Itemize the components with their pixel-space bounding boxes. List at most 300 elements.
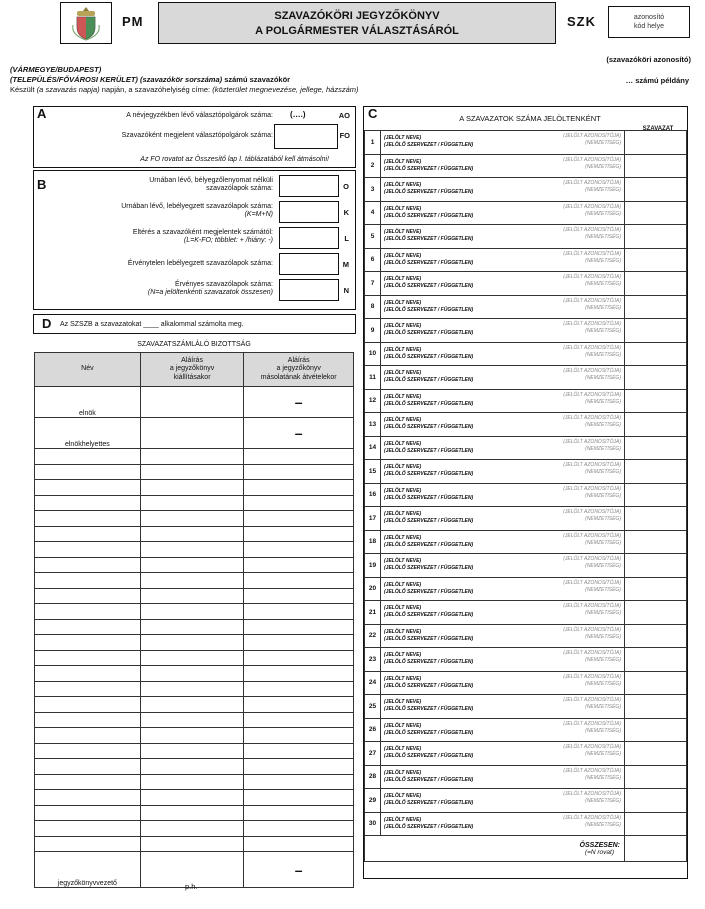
candidate-name: (JELÖLT NEVE) (384, 417, 422, 424)
candidate-nationality: (NEMZETISÉG) (585, 492, 621, 499)
candidate-number: 9 (365, 319, 381, 343)
candidate-org: (JELÖLŐ SZERVEZET / FÜGGETLEN) (384, 612, 474, 619)
candidate-org: (JELÖLŐ SZERVEZET / FÜGGETLEN) (384, 729, 474, 736)
candidate-votes-field[interactable] (625, 413, 687, 437)
signature-copy-cell[interactable] (244, 836, 354, 852)
candidate-id: (JELÖLT AZONOSÍTÓJA) (563, 744, 621, 750)
candidate-row (365, 648, 687, 672)
signature-copy-cell[interactable] (244, 387, 354, 418)
committee-row (35, 557, 354, 573)
candidate-votes-field[interactable] (625, 765, 687, 789)
candidate-votes-field[interactable] (625, 789, 687, 813)
candidate-row (365, 530, 687, 554)
committee-name-cell[interactable] (35, 604, 141, 620)
candidate-votes-field[interactable] (625, 742, 687, 766)
signature-copy-cell[interactable] (244, 728, 354, 744)
signature-copy-cell[interactable] (244, 418, 354, 449)
candidate-info (381, 436, 625, 460)
candidate-votes-field[interactable] (625, 530, 687, 554)
candidate-votes-field[interactable] (625, 366, 687, 390)
signature-copy-cell[interactable] (244, 588, 354, 604)
signature-issue-cell[interactable] (140, 449, 244, 465)
fo-note: Az FO rovatot az Összesítő lap I. táblázatából kell átmásolni! (140, 156, 329, 163)
difference-field[interactable] (279, 227, 339, 249)
candidate-name: (JELÖLT NEVE) (384, 605, 422, 612)
candidate-name: (JELÖLT NEVE) (384, 158, 422, 165)
appeared-voters-field[interactable] (274, 124, 338, 149)
candidate-votes-field[interactable] (625, 460, 687, 484)
candidate-name: (JELÖLT NEVE) (384, 699, 422, 706)
candidate-votes-field[interactable] (625, 272, 687, 296)
candidate-org: (JELÖLŐ SZERVEZET / FÜGGETLEN) (384, 471, 474, 478)
candidate-row (365, 248, 687, 272)
candidate-votes-field[interactable] (625, 483, 687, 507)
signature-issue-cell[interactable] (140, 387, 244, 418)
signature-copy-cell[interactable] (244, 759, 354, 775)
candidate-votes-field[interactable] (625, 554, 687, 578)
committee-name-cell[interactable] (35, 511, 141, 527)
invalid-ballots-field[interactable] (279, 253, 339, 275)
role-recorder: jegyzőkönyvvezető (57, 880, 117, 887)
committee-title: SZAVAZATSZÁMLÁLÓ BIZOTTSÁG (137, 341, 251, 348)
committee-row (35, 387, 354, 418)
signature-issue-cell[interactable] (140, 588, 244, 604)
candidate-org: (JELÖLŐ SZERVEZET / FÜGGETLEN) (384, 142, 474, 149)
stamp-place: p.h. (185, 882, 198, 891)
candidate-id: (JELÖLT AZONOSÍTÓJA) (563, 579, 621, 586)
committee-name-cell[interactable] (35, 619, 141, 635)
made-mid: napján, a szavazóhelyiség címe: (99, 85, 213, 94)
candidate-id: (JELÖLT AZONOSÍTÓJA) (563, 791, 621, 797)
candidate-number: 18 (365, 530, 381, 554)
candidate-nationality: (NEMZETISÉG) (585, 516, 621, 522)
candidate-org: (JELÖLŐ SZERVEZET / FÜGGETLEN) (384, 823, 474, 830)
settlement-suffix: számú szavazókör (222, 75, 291, 84)
signature-issue-cell[interactable] (140, 728, 244, 744)
candidate-number: 17 (365, 507, 381, 531)
signature-copy-cell[interactable] (244, 573, 354, 589)
section-b-letter: B (37, 177, 47, 192)
candidate-number: 10 (365, 342, 381, 366)
candidate-votes-field[interactable] (625, 201, 687, 225)
candidate-row (365, 577, 687, 601)
candidate-nationality: (NEMZETISÉG) (585, 281, 621, 287)
committee-row (35, 743, 354, 759)
committee-row (35, 666, 354, 682)
signature-issue-cell[interactable] (140, 697, 244, 713)
committee-name-cell[interactable] (35, 387, 141, 418)
signature-copy-cell[interactable] (244, 852, 354, 888)
stamped-ballots-field[interactable] (279, 201, 339, 223)
candidate-votes-field[interactable] (625, 671, 687, 695)
candidate-id: (JELÖLT AZONOSÍTÓJA) (563, 650, 621, 656)
committee-name-cell[interactable] (35, 681, 141, 697)
candidate-org: (JELÖLŐ SZERVEZET / FÜGGETLEN) (384, 400, 474, 407)
candidate-info (381, 389, 625, 413)
candidate-nationality: (NEMZETISÉG) (585, 422, 621, 428)
signature-issue-cell[interactable] (140, 666, 244, 682)
title-line-2: A POLGÁRMESTER VÁLASZTÁSÁRÓL (255, 25, 459, 37)
signature-issue-cell[interactable] (140, 526, 244, 542)
candidate-nationality: (NEMZETISÉG) (585, 375, 621, 381)
signature-copy-cell[interactable] (244, 774, 354, 790)
id-code-box (608, 6, 690, 38)
candidate-votes-field[interactable] (625, 507, 687, 531)
candidate-nationality: (NEMZETISÉG) (585, 445, 621, 452)
candidate-number: 1 (365, 131, 381, 155)
committee-row (35, 464, 354, 480)
candidate-nationality: (NEMZETISÉG) (585, 704, 621, 710)
candidate-row (365, 366, 687, 390)
valid-ballots-label: Érvényes szavazólapok száma: (N=a jelöltenkénti szavazatok összesen) (147, 281, 273, 296)
candidate-id: (JELÖLT AZONOSÍTÓJA) (563, 133, 621, 139)
committee-row (35, 836, 354, 852)
candidate-number: 12 (365, 389, 381, 413)
signature-copy-cell[interactable] (244, 666, 354, 682)
signature-copy-cell[interactable] (244, 480, 354, 496)
candidate-name: (JELÖLT NEVE) (384, 182, 422, 189)
candidate-row (365, 389, 687, 413)
committee-name-cell[interactable] (35, 790, 141, 806)
committee-name-cell[interactable] (35, 495, 141, 511)
candidate-org: (JELÖLŐ SZERVEZET / FÜGGETLEN) (384, 682, 474, 689)
candidate-info (381, 225, 625, 249)
candidate-info (381, 295, 625, 319)
section-c-title: A SZAVAZATOK SZÁMA JELÖLTENKÉNT (459, 114, 601, 123)
signature-issue-cell[interactable] (140, 790, 244, 806)
made-line (10, 85, 359, 94)
code-m: M (342, 260, 349, 269)
section-c-letter: C (368, 106, 378, 121)
candidate-name: (JELÖLT NEVE) (384, 135, 422, 142)
committee-name-cell[interactable] (35, 573, 141, 589)
candidate-org: (JELÖLŐ SZERVEZET / FÜGGETLEN) (384, 330, 474, 337)
code-n: N (343, 286, 349, 295)
signature-copy-cell[interactable] (244, 650, 354, 666)
candidate-id: (JELÖLT AZONOSÍTÓJA) (563, 180, 621, 186)
committee-name-cell[interactable] (35, 774, 141, 790)
signature-issue-cell[interactable] (140, 604, 244, 620)
committee-name-cell[interactable] (35, 557, 141, 573)
candidate-number: 24 (365, 671, 381, 695)
candidate-org: (JELÖLŐ SZERVEZET / FÜGGETLEN) (384, 259, 474, 266)
candidate-id: (JELÖLT AZONOSÍTÓJA) (563, 485, 621, 492)
candidate-votes-field[interactable] (625, 601, 687, 625)
signature-copy-cell[interactable] (244, 495, 354, 511)
signature-copy-cell[interactable] (244, 604, 354, 620)
candidate-votes-field[interactable] (625, 319, 687, 343)
role-vice-chair: elnökhelyettes (64, 441, 110, 448)
committee-name-cell[interactable] (35, 852, 141, 888)
candidate-org: (JELÖLŐ SZERVEZET / FÜGGETLEN) (384, 353, 474, 360)
candidate-name: (JELÖLT NEVE) (384, 370, 422, 377)
candidate-number: 4 (365, 201, 381, 225)
committee-name-cell[interactable] (35, 836, 141, 852)
candidate-row (365, 154, 687, 178)
signature-issue-cell[interactable] (140, 836, 244, 852)
candidate-nationality: (NEMZETISÉG) (585, 351, 621, 358)
signature-copy-cell[interactable] (244, 697, 354, 713)
candidate-id: (JELÖLT AZONOSÍTÓJA) (563, 673, 621, 680)
candidate-info (381, 460, 625, 484)
candidate-name: (JELÖLT NEVE) (384, 534, 422, 541)
col-sign-issue: Aláírás a jegyzőkönyv kiállításakor (140, 353, 244, 387)
made-date: (a szavazás napja) (36, 85, 100, 94)
candidate-nationality: (NEMZETISÉG) (585, 774, 621, 781)
candidate-row (365, 671, 687, 695)
committee-name-cell[interactable] (35, 821, 141, 837)
dash-mark: – (294, 425, 303, 441)
signature-issue-cell[interactable] (140, 573, 244, 589)
candidate-row (365, 201, 687, 225)
candidate-id: (JELÖLT AZONOSÍTÓJA) (563, 626, 621, 633)
committee-row (35, 542, 354, 558)
signature-issue-cell[interactable] (140, 464, 244, 480)
committee-name-cell[interactable] (35, 542, 141, 558)
committee-name-cell[interactable] (35, 805, 141, 821)
candidate-org: (JELÖLŐ SZERVEZET / FÜGGETLEN) (384, 659, 474, 666)
committee-name-cell[interactable] (35, 712, 141, 728)
candidate-row (365, 413, 687, 437)
candidate-org: (JELÖLŐ SZERVEZET / FÜGGETLEN) (384, 753, 474, 760)
candidate-org: (JELÖLŐ SZERVEZET / FÜGGETLEN) (384, 424, 474, 431)
committee-name-cell[interactable] (35, 743, 141, 759)
candidate-number: 23 (365, 648, 381, 672)
candidate-name: (JELÖLT NEVE) (384, 746, 422, 753)
candidate-org: (JELÖLŐ SZERVEZET / FÜGGETLEN) (384, 189, 474, 196)
signature-issue-cell[interactable] (140, 418, 244, 449)
signature-copy-cell[interactable] (244, 790, 354, 806)
valid-ballots-field[interactable] (279, 279, 339, 301)
candidate-name: (JELÖLT NEVE) (384, 323, 422, 330)
candidate-name: (JELÖLT NEVE) (384, 393, 422, 400)
unstamped-ballots-field[interactable] (279, 175, 339, 197)
candidate-number: 15 (365, 460, 381, 484)
candidate-row (365, 460, 687, 484)
candidate-info (381, 154, 625, 178)
candidate-votes-field[interactable] (625, 248, 687, 272)
total-note: (=N rovat) (584, 848, 614, 856)
committee-name-cell[interactable] (35, 728, 141, 744)
total-row (365, 836, 687, 862)
candidate-info (381, 178, 625, 202)
candidate-votes-field[interactable] (625, 131, 687, 155)
committee-name-cell[interactable] (35, 464, 141, 480)
signature-copy-cell[interactable] (244, 557, 354, 573)
candidate-org: (JELÖLŐ SZERVEZET / FÜGGETLEN) (384, 494, 474, 501)
signature-copy-cell[interactable] (244, 619, 354, 635)
signature-issue-cell[interactable] (140, 774, 244, 790)
candidate-name: (JELÖLT NEVE) (384, 628, 422, 635)
signature-issue-cell[interactable] (140, 495, 244, 511)
candidate-id: (JELÖLT AZONOSÍTÓJA) (563, 391, 621, 398)
candidate-name: (JELÖLT NEVE) (384, 511, 422, 518)
candidate-row (365, 695, 687, 719)
signature-issue-cell[interactable] (140, 480, 244, 496)
committee-name-cell[interactable] (35, 588, 141, 604)
candidate-name: (JELÖLT NEVE) (384, 464, 422, 471)
role-chair: elnök (79, 410, 96, 417)
candidate-name: (JELÖLT NEVE) (384, 581, 422, 588)
candidate-votes-field[interactable] (625, 718, 687, 742)
candidate-name: (JELÖLT NEVE) (384, 205, 422, 212)
candidate-votes-field[interactable] (625, 154, 687, 178)
candidate-number: 27 (365, 742, 381, 766)
candidate-number: 13 (365, 413, 381, 437)
candidate-info (381, 319, 625, 343)
signature-issue-cell[interactable] (140, 635, 244, 651)
candidate-name: (JELÖLT NEVE) (384, 440, 422, 447)
committee-row (35, 480, 354, 496)
code-fo: FO (339, 131, 350, 140)
candidate-votes-field[interactable] (625, 178, 687, 202)
candidate-votes-field[interactable] (625, 436, 687, 460)
candidate-votes-field[interactable] (625, 624, 687, 648)
made-address: (közterület megnevezése, jellege, házszám) (212, 85, 359, 94)
section-a (33, 106, 356, 168)
candidate-votes-field[interactable] (625, 648, 687, 672)
candidate-info (381, 530, 625, 554)
committee-name-cell[interactable] (35, 650, 141, 666)
signature-issue-cell[interactable] (140, 681, 244, 697)
candidate-nationality: (NEMZETISÉG) (585, 657, 621, 663)
committee-name-cell[interactable] (35, 480, 141, 496)
unstamped-ballots-label: Urnában lévő, bélyegzőlenyomat nélküli szavazólapok száma: (149, 177, 273, 192)
candidate-name: (JELÖLT NEVE) (384, 793, 422, 800)
candidate-name: (JELÖLT NEVE) (384, 346, 422, 353)
candidate-votes-field[interactable] (625, 225, 687, 249)
candidate-name: (JELÖLT NEVE) (384, 675, 422, 682)
candidate-org: (JELÖLŐ SZERVEZET / FÜGGETLEN) (384, 800, 474, 807)
signature-issue-cell[interactable] (140, 619, 244, 635)
candidate-info (381, 601, 625, 625)
candidate-nationality: (NEMZETISÉG) (585, 727, 621, 734)
candidate-nationality: (NEMZETISÉG) (585, 563, 621, 569)
candidate-votes-field[interactable] (625, 295, 687, 319)
candidate-votes-field[interactable] (625, 577, 687, 601)
candidate-id: (JELÖLT AZONOSÍTÓJA) (563, 274, 621, 280)
signature-copy-cell[interactable] (244, 681, 354, 697)
signature-issue-cell[interactable] (140, 805, 244, 821)
candidate-org: (JELÖLŐ SZERVEZET / FÜGGETLEN) (384, 377, 474, 384)
candidate-row (365, 507, 687, 531)
candidate-number: 7 (365, 272, 381, 296)
candidate-votes-field[interactable] (625, 389, 687, 413)
candidate-id: (JELÖLT AZONOSÍTÓJA) (563, 532, 621, 539)
total-votes-field[interactable] (625, 836, 687, 862)
appeared-voters-label: Szavazóként megjelent választópolgárok száma: (121, 132, 273, 139)
candidate-nationality: (NEMZETISÉG) (585, 751, 621, 757)
candidate-name: (JELÖLT NEVE) (384, 816, 422, 823)
signature-issue-cell[interactable] (140, 650, 244, 666)
committee-name-cell[interactable] (35, 449, 141, 465)
candidate-row (365, 718, 687, 742)
code-k: K (343, 208, 349, 217)
signature-issue-cell[interactable] (140, 712, 244, 728)
committee-name-cell[interactable] (35, 418, 141, 449)
signature-issue-cell[interactable] (140, 511, 244, 527)
candidate-row (365, 742, 687, 766)
signature-copy-cell[interactable] (244, 542, 354, 558)
signature-copy-cell[interactable] (244, 635, 354, 651)
signature-copy-cell[interactable] (244, 511, 354, 527)
candidate-org: (JELÖLŐ SZERVEZET / FÜGGETLEN) (384, 588, 474, 595)
candidate-org: (JELÖLŐ SZERVEZET / FÜGGETLEN) (384, 518, 474, 525)
committee-name-cell[interactable] (35, 759, 141, 775)
candidate-name: (JELÖLT NEVE) (384, 252, 422, 259)
candidate-id: (JELÖLT AZONOSÍTÓJA) (563, 462, 621, 468)
signature-issue-cell[interactable] (140, 743, 244, 759)
candidate-nationality: (NEMZETISÉG) (585, 586, 621, 593)
candidate-nationality: (NEMZETISÉG) (585, 821, 621, 828)
committee-name-cell[interactable] (35, 666, 141, 682)
candidate-info (381, 201, 625, 225)
col-votes: SZAVAZAT (642, 126, 674, 132)
candidate-votes-field[interactable] (625, 695, 687, 719)
candidate-name: (JELÖLT NEVE) (384, 299, 422, 306)
committee-name-cell[interactable] (35, 697, 141, 713)
candidate-info (381, 624, 625, 648)
candidate-votes-field[interactable] (625, 812, 687, 836)
candidate-org: (JELÖLŐ SZERVEZET / FÜGGETLEN) (384, 236, 474, 243)
candidate-number: 26 (365, 718, 381, 742)
signature-copy-cell[interactable] (244, 821, 354, 837)
candidate-info (381, 718, 625, 742)
candidate-nationality: (NEMZETISÉG) (585, 610, 621, 616)
committee-name-cell[interactable] (35, 635, 141, 651)
committee-row (35, 759, 354, 775)
signature-copy-cell[interactable] (244, 526, 354, 542)
signature-issue-cell[interactable] (140, 542, 244, 558)
candidate-row (365, 131, 687, 155)
committee-row (35, 728, 354, 744)
signature-copy-cell[interactable] (244, 712, 354, 728)
candidate-number: 19 (365, 554, 381, 578)
candidate-number: 14 (365, 436, 381, 460)
signature-issue-cell[interactable] (140, 821, 244, 837)
candidate-name: (JELÖLT NEVE) (384, 487, 422, 494)
col-sign-copy: Aláírás a jegyzőkönyv másolatának átvételekor (244, 353, 354, 387)
candidate-info (381, 413, 625, 437)
committee-row (35, 635, 354, 651)
candidate-id: (JELÖLT AZONOSÍTÓJA) (563, 814, 621, 821)
document-title (158, 2, 556, 44)
candidate-info (381, 483, 625, 507)
signature-copy-cell[interactable] (244, 743, 354, 759)
signature-issue-cell[interactable] (140, 557, 244, 573)
candidate-info (381, 789, 625, 813)
signature-issue-cell[interactable] (140, 759, 244, 775)
committee-name-cell[interactable] (35, 526, 141, 542)
candidate-number: 2 (365, 154, 381, 178)
candidate-number: 3 (365, 178, 381, 202)
committee-row (35, 697, 354, 713)
candidate-info (381, 765, 625, 789)
candidate-votes-field[interactable] (625, 342, 687, 366)
candidate-id: (JELÖLT AZONOSÍTÓJA) (563, 297, 621, 304)
candidate-org: (JELÖLŐ SZERVEZET / FÜGGETLEN) (384, 706, 474, 713)
candidate-id: (JELÖLT AZONOSÍTÓJA) (563, 203, 621, 210)
code-ao: AO (338, 111, 350, 120)
candidate-nationality: (NEMZETISÉG) (585, 680, 621, 687)
signature-copy-cell[interactable] (244, 449, 354, 465)
candidate-org: (JELÖLŐ SZERVEZET / FÜGGETLEN) (384, 776, 474, 783)
candidate-nationality: (NEMZETISÉG) (585, 210, 621, 217)
signature-copy-cell[interactable] (244, 805, 354, 821)
section-b (33, 170, 356, 310)
candidate-number: 25 (365, 695, 381, 719)
signature-copy-cell[interactable] (244, 464, 354, 480)
